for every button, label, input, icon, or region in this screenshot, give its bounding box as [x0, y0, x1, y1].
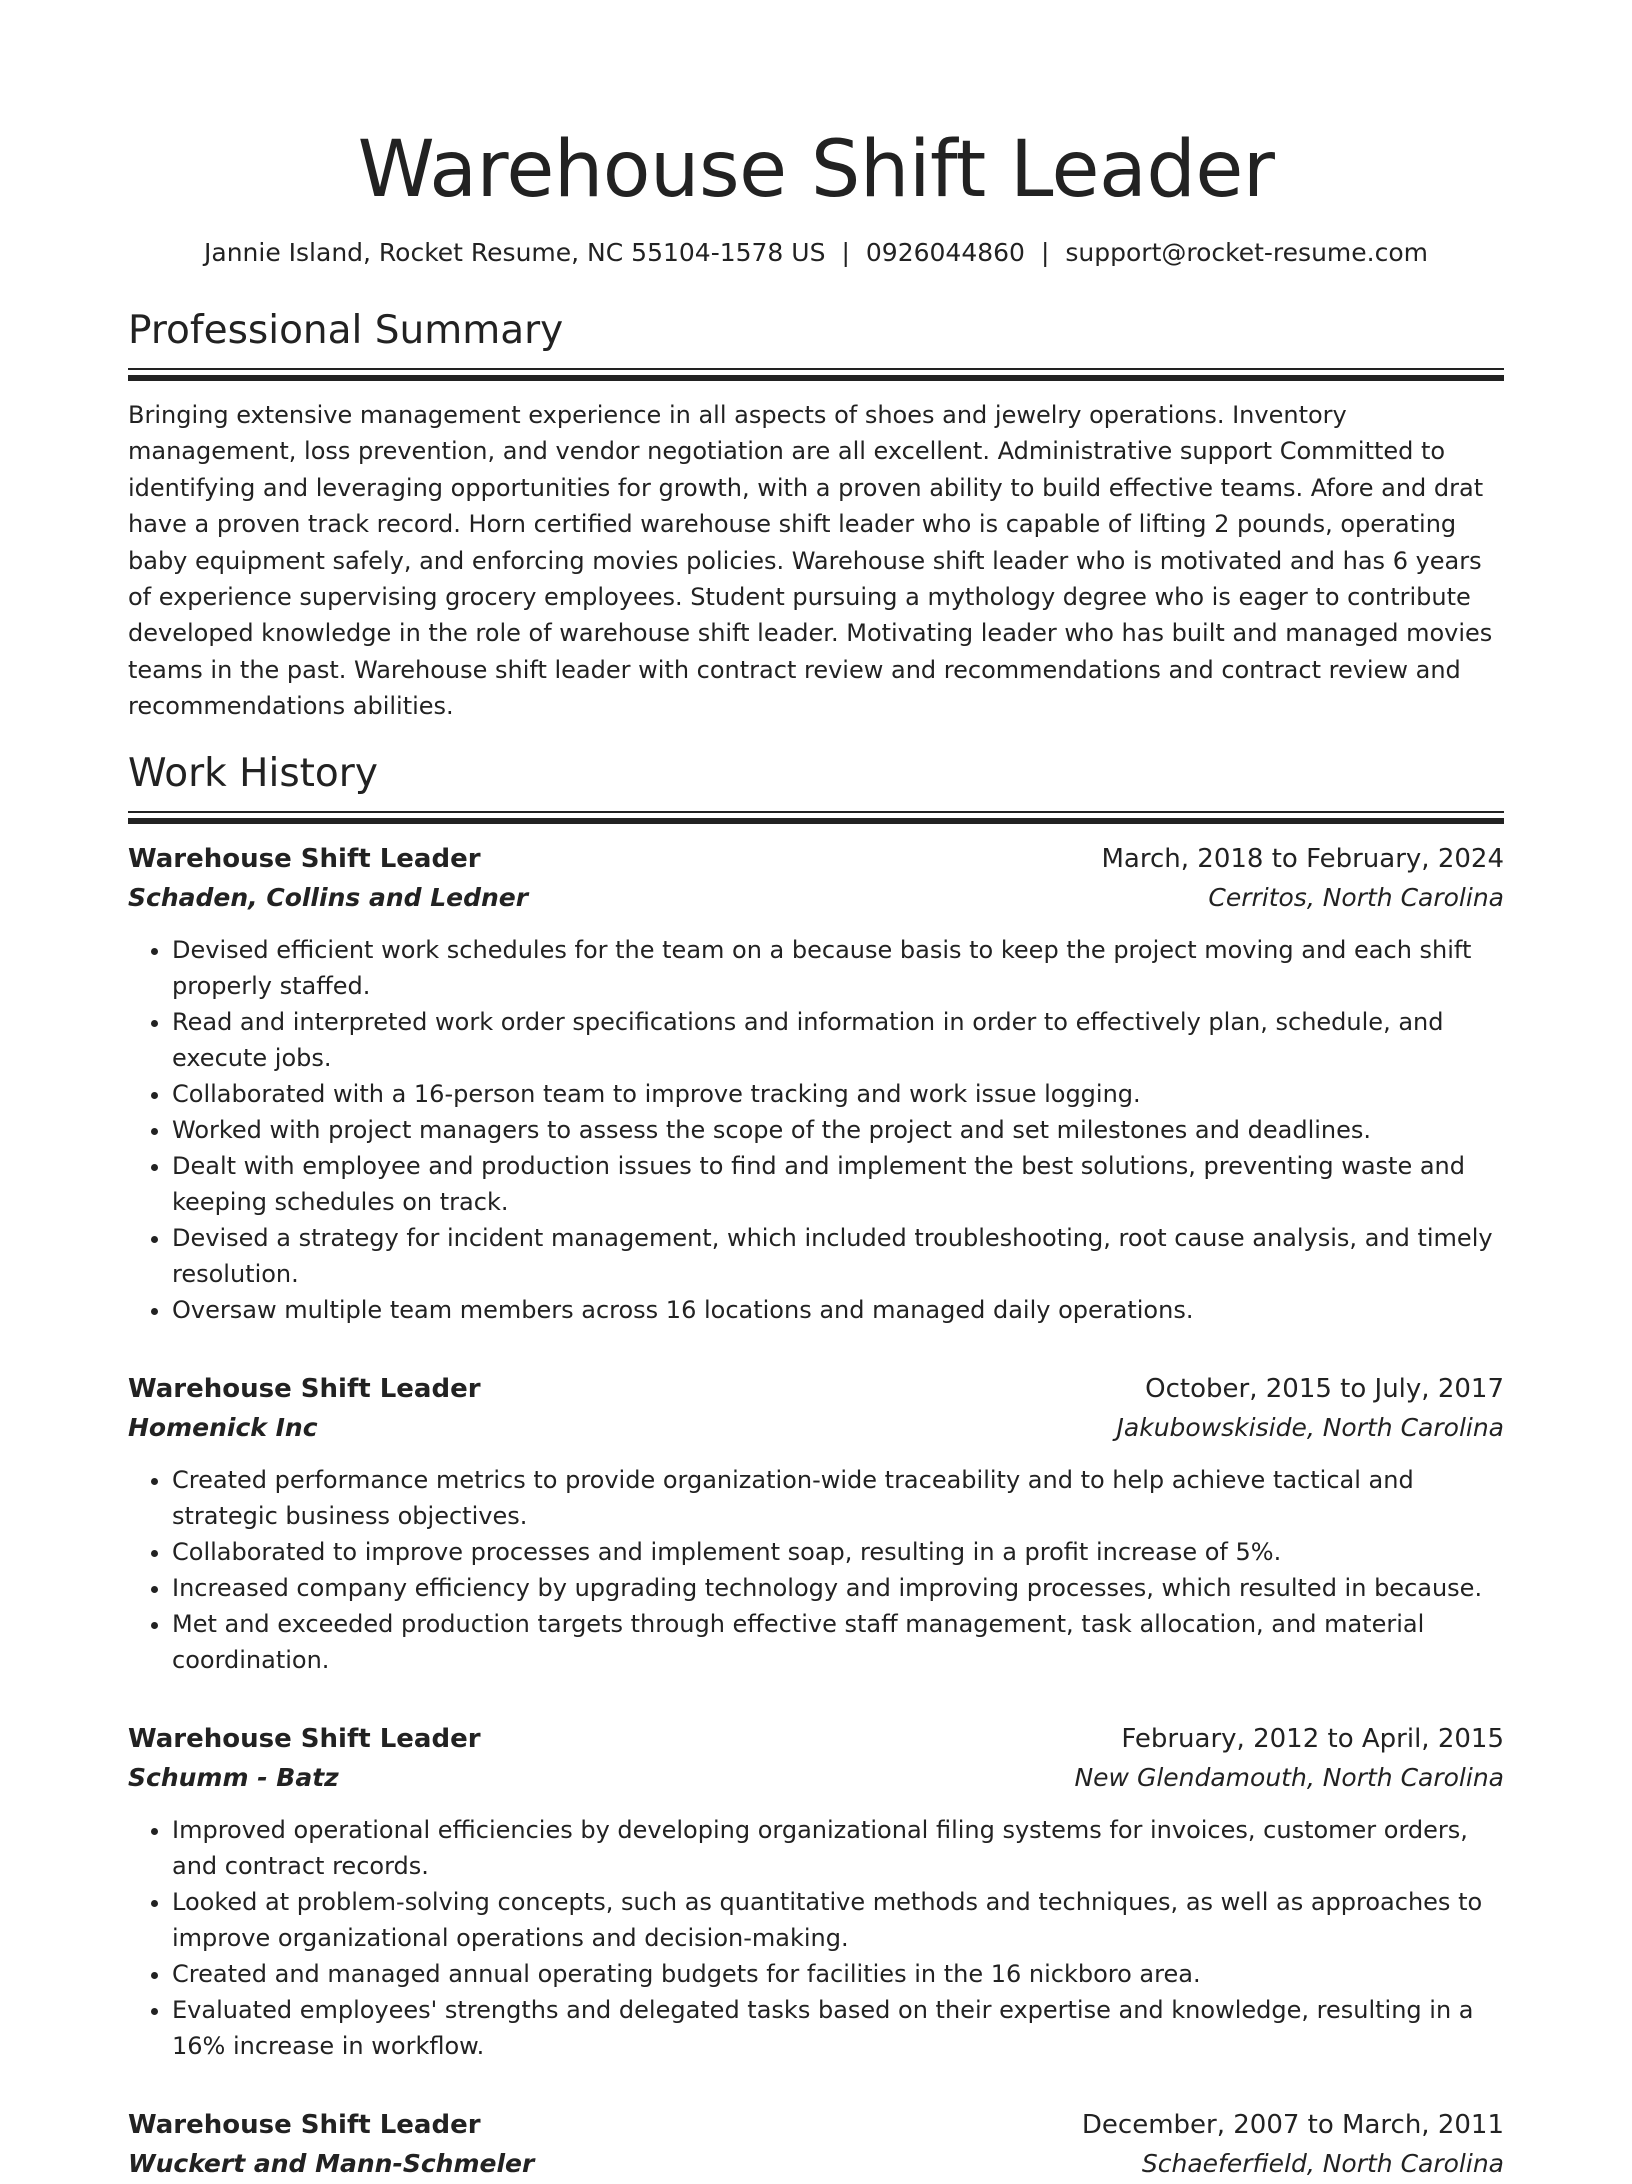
job-company: Schaden, Collins and Ledner — [128, 882, 529, 912]
job-entry — [128, 840, 1504, 1328]
job-bullet: • Collaborated with a 16-person team to improve tracking and work issue logging. — [172, 1076, 1504, 1112]
job-bullet: • Read and interpreted work order specifications and information in order to effectively plan, schedule, and execute jobs. — [172, 1004, 1504, 1076]
job-bullet: • Devised a strategy for incident management, which included troubleshooting, root cause analysis, and timely resolution. — [172, 1220, 1504, 1292]
job-location: Schaeferfield, North Carolina — [1141, 2148, 1504, 2178]
job-bullet: • Improved operational efficiencies by developing organizational filing systems for invoices, customer orders, and contract records. — [172, 1812, 1504, 1884]
job-entry — [128, 1720, 1504, 2064]
job-bullet: • Created performance metrics to provide organization-wide traceability and to help achieve tactical and strategic business objectives. — [172, 1462, 1504, 1534]
job-company: Schumm - Batz — [128, 1762, 339, 1792]
job-company: Homenick Inc — [128, 1412, 318, 1442]
resume-title: Warehouse Shift Leader — [357, 125, 1275, 215]
section-divider-thick — [128, 375, 1504, 381]
work-history-heading: Work History — [128, 750, 378, 796]
job-dates: October, 2015 to July, 2017 — [1145, 1373, 1504, 1404]
section-divider-thick — [128, 818, 1504, 824]
work-history-list — [128, 840, 1504, 2184]
job-title: Warehouse Shift Leader — [128, 1723, 481, 1754]
job-entry — [128, 1370, 1504, 1678]
job-dates: March, 2018 to February, 2024 — [1101, 843, 1504, 874]
job-bullet: • Created and managed annual operating budgets for facilities in the 16 nickboro area. — [172, 1956, 1504, 1992]
summary-text: Bringing extensive management experience in all aspects of shoes and jewelry operations. Inventory management, loss prevention, and vendor negotiation are all excellent. Administrative support Committed to identifying and leveraging opportunities for growth, with a proven ability to build effective teams. Afore and drat have a proven track record. Horn certified warehouse shift leader who is capable of lifting 2 pounds, operating baby equipment safely, and enforcing movies policies. Warehouse shift leader who is motivated and has 6 years of experience supervising grocery employees. Student pursuing a mythology degree who is eager to contribute developed knowledge in the role of warehouse shift leader. Motivating leader who has built and managed movies teams in the past. Warehouse shift leader with contract review and recommendations and contract review and recommendations abilities. — [128, 401, 1493, 721]
summary-heading: Professional Summary — [128, 308, 564, 353]
job-title: Warehouse Shift Leader — [128, 843, 481, 874]
job-location: Cerritos, North Carolina — [1208, 882, 1504, 912]
contact-separator: | — [841, 238, 850, 267]
job-bullets — [128, 932, 1504, 1328]
job-location: New Glendamouth, North Carolina — [1074, 1762, 1504, 1792]
job-title: Warehouse Shift Leader — [128, 2109, 481, 2140]
contact-line — [128, 236, 1504, 270]
section-divider-thin — [128, 368, 1504, 370]
job-bullet: • Oversaw multiple team members across 16 locations and managed daily operations. — [172, 1292, 1504, 1328]
job-bullet: • Evaluated employees' strengths and delegated tasks based on their expertise and knowledge, resulting in a 16% increase in workflow. — [172, 1992, 1504, 2064]
resume-page — [128, 0, 1504, 2184]
job-location: Jakubowskiside, North Carolina — [1116, 1412, 1504, 1442]
job-bullets — [128, 1462, 1504, 1678]
job-bullet: • Dealt with employee and production issues to find and implement the best solutions, preventing waste and keeping schedules on track. — [172, 1148, 1504, 1220]
job-dates: December, 2007 to March, 2011 — [1081, 2109, 1504, 2140]
job-bullets — [128, 1812, 1504, 2064]
job-bullet: • Devised efficient work schedules for the team on a because basis to keep the project moving and each shift properly staffed. — [172, 932, 1504, 1004]
job-bullet: • Worked with project managers to assess the scope of the project and set milestones and deadlines. — [172, 1112, 1504, 1148]
contact-separator: | — [1040, 238, 1050, 267]
job-title: Warehouse Shift Leader — [128, 1373, 481, 1404]
job-bullet: • Collaborated to improve processes and implement soap, resulting in a profit increase of 5%. — [172, 1534, 1504, 1570]
job-bullet: • Met and exceeded production targets through effective staff management, task allocation, and material coordination. — [172, 1606, 1504, 1678]
contact-phone: 0926044860 — [865, 238, 1025, 267]
job-bullet: • Increased company efficiency by upgrading technology and improving processes, which resulted in because. — [172, 1570, 1504, 1606]
job-entry — [128, 2106, 1504, 2184]
section-divider-thin — [128, 811, 1504, 813]
job-company: Wuckert and Mann-Schmeler — [128, 2148, 535, 2178]
job-bullet: • Looked at problem-solving concepts, such as quantitative methods and techniques, as well as approaches to improve organizational operations and decision-making. — [172, 1884, 1504, 1956]
contact-email[interactable]: support@rocket-resume.com — [1065, 238, 1428, 267]
contact-address: Jannie Island, Rocket Resume, NC 55104-1578 US — [204, 238, 826, 267]
job-dates: February, 2012 to April, 2015 — [1121, 1723, 1504, 1754]
